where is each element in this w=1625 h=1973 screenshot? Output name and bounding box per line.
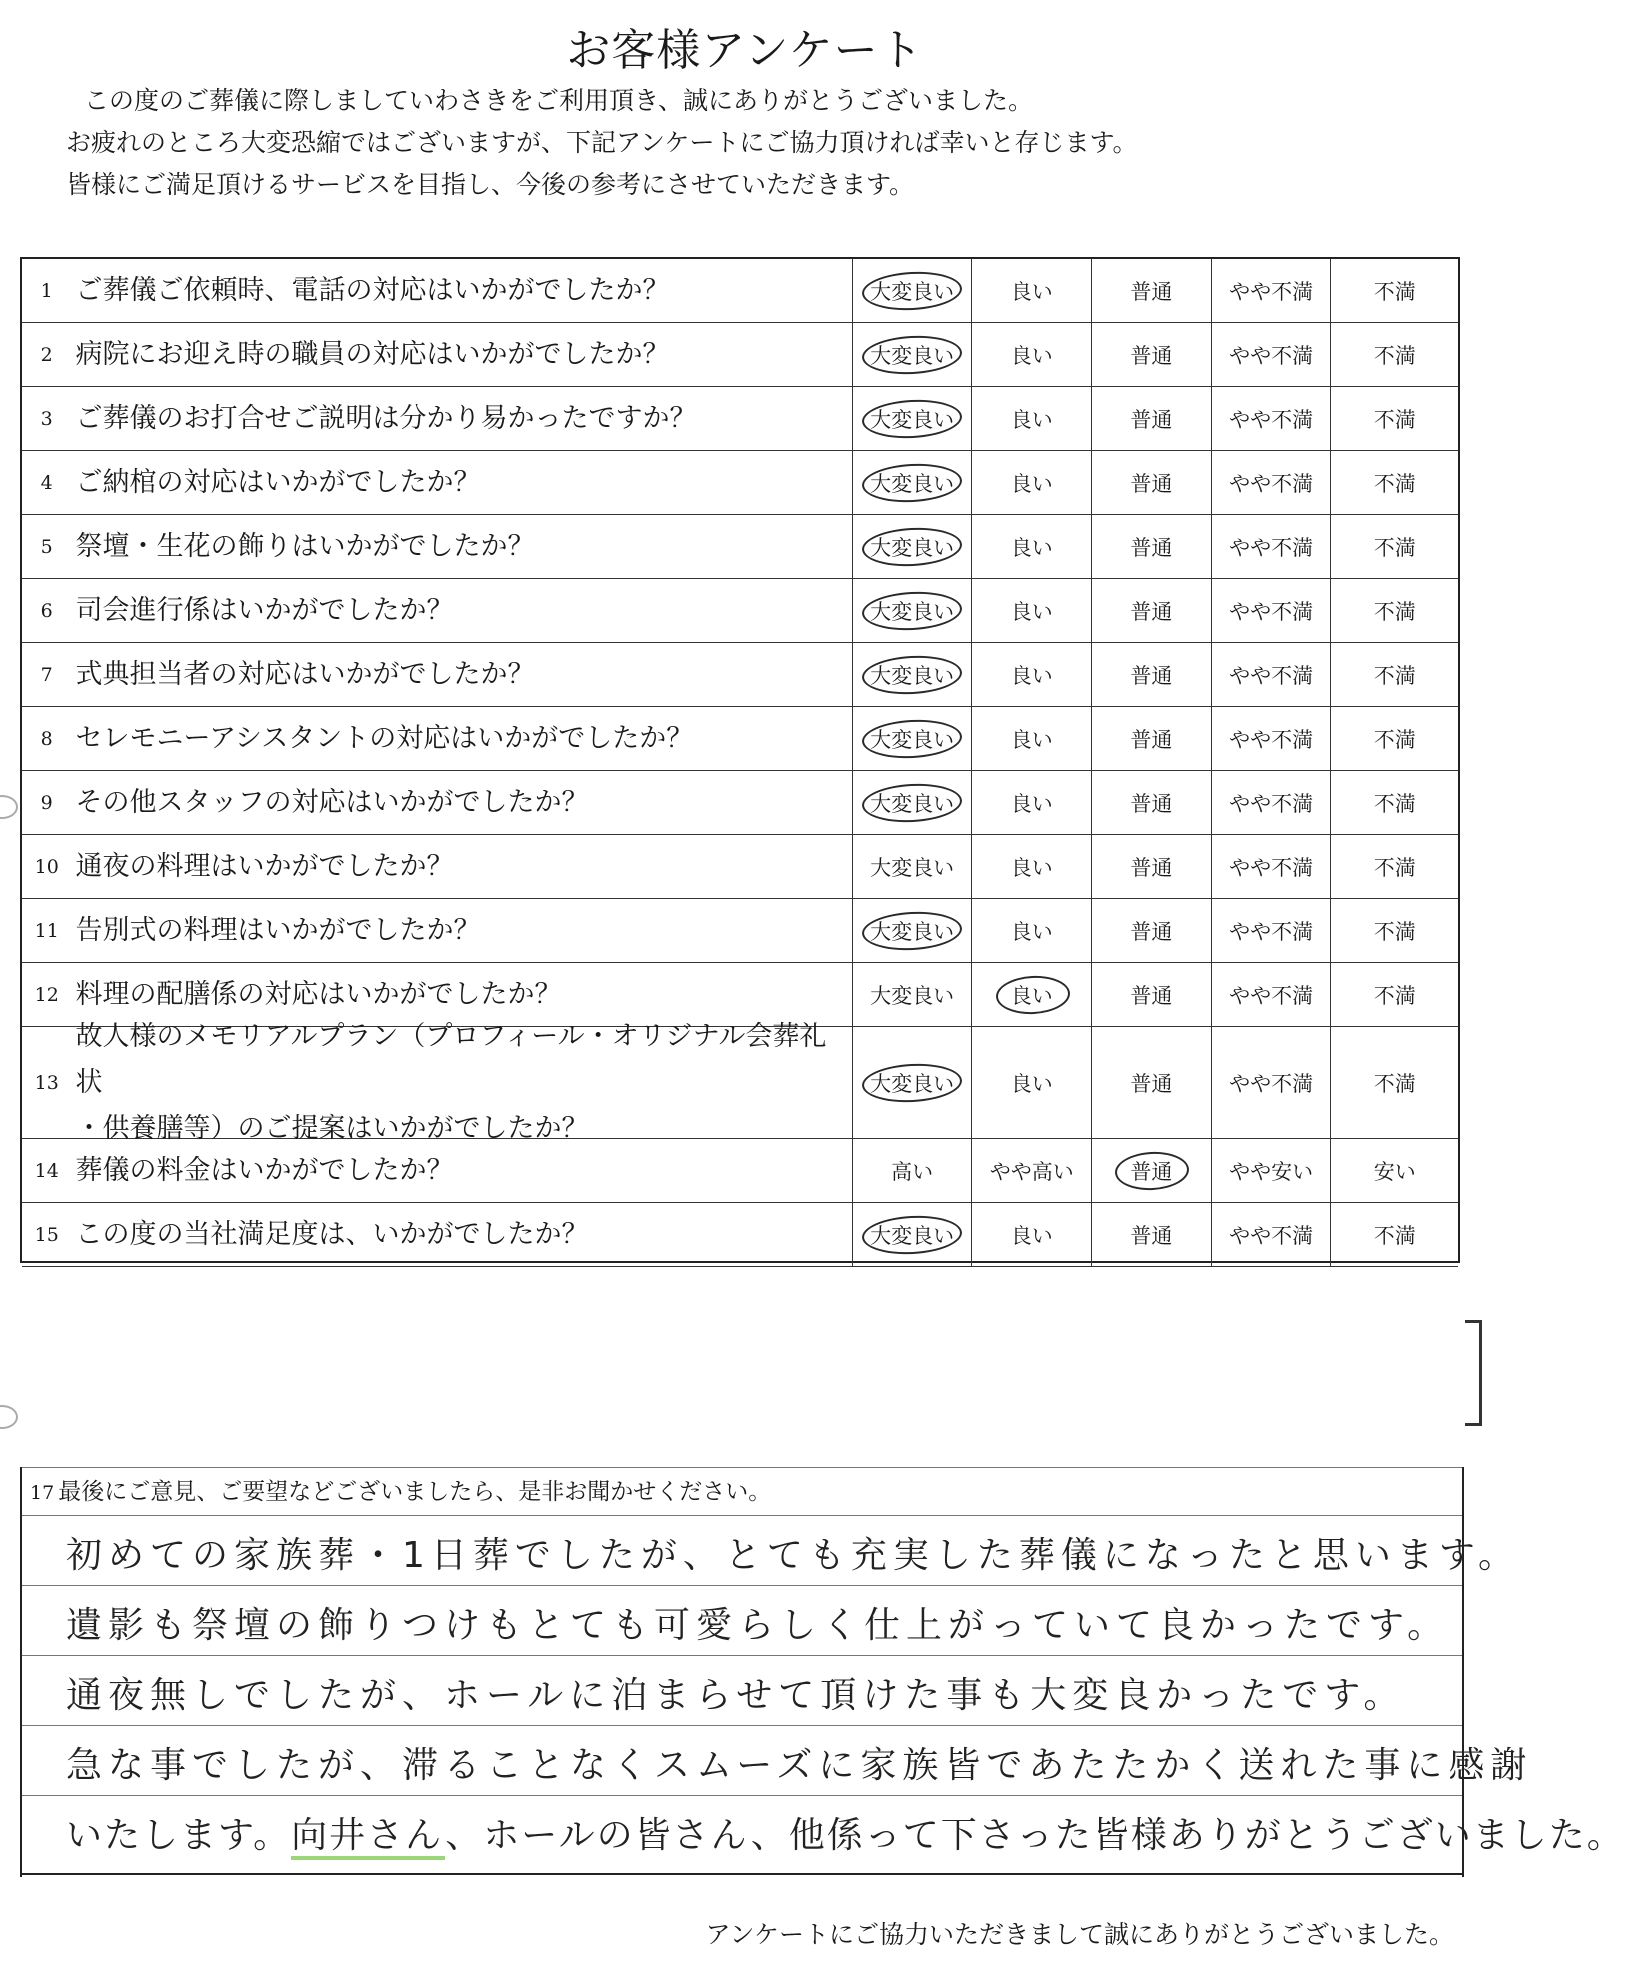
rating-option[interactable]: やや不満 — [1212, 323, 1332, 386]
handwritten-line: 通夜無しでしたが、ホールに泊まらせて頂けた事も大変良かったです。 — [66, 1675, 1406, 1716]
rating-option[interactable]: 不満 — [1373, 279, 1416, 304]
rating-option[interactable]: 大変良い — [853, 1027, 973, 1138]
rating-option[interactable]: 普通 — [1092, 771, 1212, 834]
rating-option[interactable]: 普通 — [1092, 963, 1212, 1026]
rule-line — [22, 1467, 1462, 1468]
rating-option[interactable]: やや不満 — [1212, 259, 1332, 322]
rating-option[interactable]: 不満 — [1373, 599, 1416, 624]
comments-prompt — [30, 1473, 771, 1506]
rating-option[interactable]: 大変良い — [853, 387, 973, 450]
question-number: 15 — [34, 1223, 59, 1246]
question-text: セレモニーアシスタントの対応はいかがでしたか？ — [71, 707, 852, 770]
question-number: 13 — [34, 1071, 59, 1094]
rating-option[interactable]: 不満 — [1373, 727, 1416, 752]
rating-option[interactable]: 普通 — [1092, 323, 1212, 386]
question-text: その他スタッフの対応はいかがでしたか？ — [71, 771, 852, 834]
rating-option[interactable]: 大変良い — [853, 899, 973, 962]
rating-option[interactable]: 良い — [972, 643, 1092, 706]
rule-line — [22, 1655, 1462, 1656]
question-text: 葬儀の料金はいかがでしたか？ — [71, 1139, 852, 1202]
rating-option[interactable]: やや高い — [972, 1139, 1092, 1202]
rating-option[interactable]: 大変良い — [853, 515, 973, 578]
rating-option[interactable]: 良い — [972, 515, 1092, 578]
question-number: 1 — [40, 279, 53, 302]
question-text: 告別式の料理はいかがでしたか？ — [71, 899, 852, 962]
rating-option[interactable]: 大変良い — [853, 643, 973, 706]
question-number: 12 — [34, 983, 59, 1006]
rating-option[interactable]: 良い — [972, 579, 1092, 642]
rating-option[interactable]: やや不満 — [1212, 643, 1332, 706]
survey-title: お客様アンケート — [566, 25, 924, 76]
rating-option[interactable]: 普通 — [1092, 643, 1212, 706]
question-number: 6 — [40, 599, 53, 622]
question-text-line: ・供養膳等）のご提案はいかがでしたか？ — [75, 1112, 589, 1144]
rating-option[interactable]: やや不満 — [1212, 707, 1332, 770]
rating-option[interactable]: 普通 — [1092, 259, 1212, 322]
rating-option[interactable]: 普通 — [1092, 579, 1212, 642]
rating-option[interactable]: やや安い — [1212, 1139, 1332, 1202]
comments-prompt-text: 最後にご意見、ご要望などございましたら、是非お聞かせください。 — [58, 1479, 772, 1505]
handwritten-fragment: 、ホールの皆さん、他係って下さった皆様ありがとうございました。 — [445, 1815, 1625, 1856]
rating-option[interactable]: やや不満 — [1212, 963, 1332, 1026]
survey-table — [20, 257, 1460, 1263]
rating-option[interactable]: やや不満 — [1212, 1027, 1332, 1138]
question-number: 10 — [34, 855, 59, 878]
footer-thanks: アンケートにご協力いただきまして誠にありがとうございました。 — [705, 1920, 1454, 1949]
rating-option[interactable]: 安い — [1373, 1159, 1416, 1184]
question-number: 11 — [34, 919, 59, 942]
question-number: 2 — [40, 343, 53, 366]
rating-option[interactable]: 大変良い — [853, 707, 973, 770]
question-number: 17 — [30, 1482, 55, 1504]
rating-option[interactable]: 良い — [972, 835, 1092, 898]
comments-section — [20, 1467, 1625, 1877]
rating-option[interactable]: 普通 — [1092, 1139, 1212, 1202]
question-text: 料理の配膳係の対応はいかがでしたか？ — [71, 963, 852, 1026]
rating-option[interactable]: やや不満 — [1212, 387, 1332, 450]
rating-option[interactable]: やや不満 — [1212, 771, 1332, 834]
rating-option[interactable]: 普通 — [1092, 387, 1212, 450]
question-row — [22, 643, 1458, 707]
rating-option[interactable]: やや不満 — [1212, 515, 1332, 578]
question-text: ご葬儀ご依頼時、電話の対応はいかがでしたか？ — [71, 259, 852, 322]
handwritten-line: 遺影も祭壇の飾りつけもとても可愛らしく仕上がっていて良かったです。 — [66, 1605, 1450, 1646]
question-number: 3 — [40, 407, 53, 430]
rule-line — [22, 1515, 1462, 1516]
rating-option[interactable]: 良い — [972, 387, 1092, 450]
question-row — [22, 707, 1458, 771]
rating-option[interactable]: 普通 — [1092, 515, 1212, 578]
punch-hole — [0, 1405, 18, 1429]
rating-option[interactable]: 大変良い — [853, 259, 973, 322]
handwritten-fragment: いたします。 — [66, 1815, 292, 1856]
intro-text — [66, 80, 1138, 206]
intro-line: この度のご葬儀に際しましていわさきをご利用頂き、誠にありがとうございました。 — [84, 86, 1034, 115]
rating-option[interactable]: 高い — [853, 1139, 973, 1202]
rating-option[interactable]: 不満 — [1373, 791, 1416, 816]
rating-option[interactable]: 不満 — [1373, 535, 1416, 560]
rating-option[interactable]: 良い — [972, 1027, 1092, 1138]
rating-option[interactable]: 大変良い — [853, 835, 973, 898]
rule-line — [22, 1585, 1462, 1586]
question-number: 5 — [40, 535, 53, 558]
question-text: ご葬儀のお打合せご説明は分かり易かったですか？ — [71, 387, 852, 450]
rating-option[interactable]: 不満 — [1373, 919, 1416, 944]
rating-option[interactable]: 不満 — [1373, 407, 1416, 432]
handwritten-line: 急な事でしたが、滞ることなくスムーズに家族皆であたたかく送れた事に感謝 — [66, 1745, 1533, 1786]
question-row — [22, 259, 1458, 323]
handwritten-line — [66, 1807, 1625, 1858]
rating-option[interactable]: 普通 — [1092, 451, 1212, 514]
handwritten-line: 初めての家族葬・1日葬でしたが、とても充実した葬儀になったと思います。 — [66, 1535, 1521, 1576]
rule-line — [22, 1725, 1462, 1726]
question-row — [22, 771, 1458, 835]
question-number: 8 — [40, 727, 53, 750]
rating-option[interactable]: 普通 — [1092, 1203, 1212, 1266]
intro-line: 皆様にご満足頂けるサービスを目指し、今後の参考にさせていただきます。 — [66, 170, 915, 199]
rating-option[interactable]: 普通 — [1092, 899, 1212, 962]
question-number: 4 — [40, 471, 53, 494]
rating-option[interactable]: やや不満 — [1212, 451, 1332, 514]
highlighted-staff-name: 向井さん — [291, 1815, 445, 1860]
rating-option[interactable]: やや不満 — [1212, 579, 1332, 642]
question-row — [22, 1203, 1458, 1267]
rule-line — [22, 1795, 1462, 1796]
rating-option[interactable]: 不満 — [1373, 343, 1416, 368]
rating-option[interactable]: 普通 — [1092, 835, 1212, 898]
rating-option[interactable]: やや不満 — [1212, 1203, 1332, 1266]
rating-option[interactable]: 不満 — [1373, 983, 1416, 1008]
intro-line: お疲れのところ大変恐縮ではございますが、下記アンケートにご協力頂ければ幸いと存じます。 — [66, 128, 1138, 157]
rating-option[interactable]: 不満 — [1373, 1071, 1416, 1096]
rating-option[interactable]: 良い — [972, 707, 1092, 770]
rating-option[interactable]: やや不満 — [1212, 899, 1332, 962]
rating-option[interactable]: 良い — [972, 899, 1092, 962]
margin-bracket-mark — [1465, 1320, 1482, 1426]
blank-section — [22, 1267, 1458, 1477]
rating-option[interactable]: 不満 — [1373, 471, 1416, 496]
rating-option[interactable]: 大変良い — [853, 451, 973, 514]
question-number: 9 — [40, 791, 53, 814]
question-text — [71, 1020, 852, 1144]
rating-option[interactable]: 不満 — [1373, 855, 1416, 880]
question-row — [22, 387, 1458, 451]
question-row — [22, 323, 1458, 387]
rating-option[interactable]: 不満 — [1373, 1223, 1416, 1248]
rating-option[interactable]: 良い — [972, 259, 1092, 322]
rating-option[interactable]: 普通 — [1092, 1027, 1212, 1138]
punch-hole — [0, 795, 18, 819]
question-text: 祭壇・生花の飾りはいかがでしたか？ — [71, 515, 852, 578]
question-row — [22, 835, 1458, 899]
question-text: 司会進行係はいかがでしたか？ — [71, 579, 852, 642]
question-text: 式典担当者の対応はいかがでしたか？ — [71, 643, 852, 706]
rating-option[interactable]: 良い — [972, 771, 1092, 834]
question-row — [22, 451, 1458, 515]
rating-option[interactable]: 普通 — [1092, 707, 1212, 770]
question-text-line: 故人様のメモリアルプラン（プロフィール・オリジナル会葬礼状 — [75, 1020, 827, 1098]
question-row — [22, 579, 1458, 643]
question-text: ご納棺の対応はいかがでしたか？ — [71, 451, 852, 514]
question-row — [22, 1139, 1458, 1203]
rating-option[interactable]: 良い — [972, 323, 1092, 386]
rating-option[interactable]: 大変良い — [853, 579, 973, 642]
question-row — [22, 899, 1458, 963]
rating-option[interactable]: 不満 — [1373, 663, 1416, 688]
rating-option[interactable]: 大変良い — [853, 1203, 973, 1266]
question-text: この度の当社満足度は、いかがでしたか？ — [71, 1203, 852, 1266]
question-text: 通夜の料理はいかがでしたか？ — [71, 835, 852, 898]
question-number: 14 — [34, 1159, 59, 1182]
question-text: 病院にお迎え時の職員の対応はいかがでしたか？ — [71, 323, 852, 386]
rating-option[interactable]: やや不満 — [1212, 835, 1332, 898]
rating-option[interactable]: 良い — [972, 1203, 1092, 1266]
question-number: 7 — [40, 663, 53, 686]
question-row — [22, 1020, 1458, 1144]
rule-line — [22, 1873, 1462, 1875]
rating-option[interactable]: 大変良い — [853, 771, 973, 834]
rating-option[interactable]: 良い — [972, 451, 1092, 514]
rating-option[interactable]: 大変良い — [853, 323, 973, 386]
rating-option[interactable]: 大変良い — [853, 963, 973, 1026]
rating-option[interactable]: 良い — [972, 963, 1092, 1026]
question-row — [22, 515, 1458, 579]
